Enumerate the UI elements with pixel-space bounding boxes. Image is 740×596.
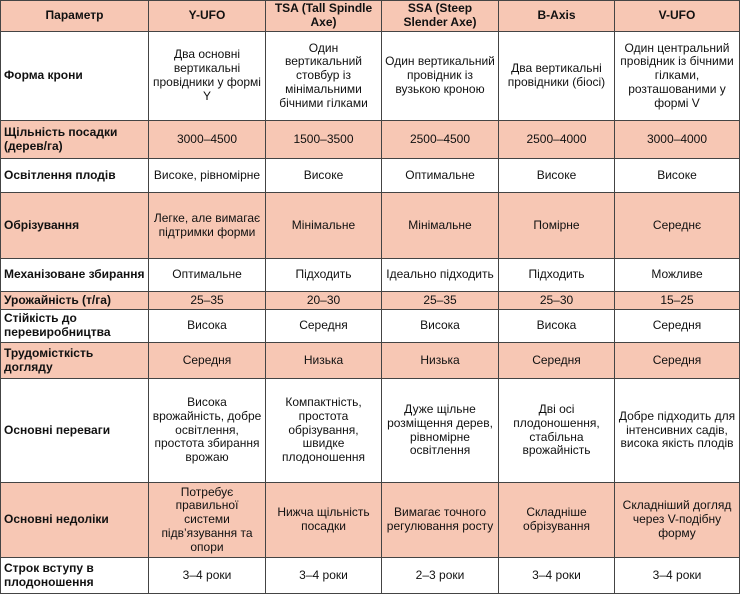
- table-row: [1, 259, 740, 292]
- table-cell: Складніший догляд через V-подібну форму: [615, 483, 740, 558]
- table-cell: Мінімальне: [266, 193, 382, 259]
- row-label: Обрізування: [1, 193, 149, 259]
- row-label: Механізоване збирання: [1, 259, 149, 292]
- row-label: Строк вступу в плодоношення: [1, 558, 149, 594]
- table-cell: 3000–4500: [149, 121, 266, 159]
- table-cell: Низька: [382, 343, 499, 379]
- table-cell: Дві осі плодоношення, стабільна врожайність: [499, 379, 615, 483]
- table-cell: 3000–4000: [615, 121, 740, 159]
- row-label: Освітлення плодів: [1, 159, 149, 193]
- table-cell: Високе: [266, 159, 382, 193]
- table-row: [1, 483, 740, 558]
- table-cell: Один вертикальний провідник із вузькою кроною: [382, 32, 499, 121]
- row-label: Стійкість до перевиробництва: [1, 310, 149, 343]
- table-row: [1, 558, 740, 594]
- table-row: [1, 292, 740, 310]
- table-cell: Низька: [266, 343, 382, 379]
- table-cell: 3–4 роки: [149, 558, 266, 594]
- table-cell: Складніше обрізування: [499, 483, 615, 558]
- table-row: [1, 32, 740, 121]
- header-cell-b-axis: B-Axis: [499, 1, 615, 32]
- table-cell: Підходить: [499, 259, 615, 292]
- header-cell-y-ufo: Y-UFO: [149, 1, 266, 32]
- table-cell: Середня: [149, 343, 266, 379]
- row-label: Трудомісткість догляду: [1, 343, 149, 379]
- table-cell: Ідеально підходить: [382, 259, 499, 292]
- table-row: [1, 310, 740, 343]
- table-cell: Високе, рівномірне: [149, 159, 266, 193]
- table-cell: Високе: [615, 159, 740, 193]
- table-cell: 3–4 роки: [615, 558, 740, 594]
- table-cell: Два вертикальні провідники (біосі): [499, 32, 615, 121]
- header-cell-parameter: Параметр: [1, 1, 149, 32]
- table-cell: Середня: [266, 310, 382, 343]
- header-cell-ssa: SSA (Steep Slender Axe): [382, 1, 499, 32]
- table-cell: 2500–4000: [499, 121, 615, 159]
- table-cell: Середня: [615, 343, 740, 379]
- table-cell: Вимагає точного регулювання росту: [382, 483, 499, 558]
- table-cell: 3–4 роки: [266, 558, 382, 594]
- table-cell: 20–30: [266, 292, 382, 310]
- row-label: Основні переваги: [1, 379, 149, 483]
- table-cell: 25–30: [499, 292, 615, 310]
- row-label: Основні недоліки: [1, 483, 149, 558]
- table-cell: 2500–4500: [382, 121, 499, 159]
- table-cell: Нижча щільність посадки: [266, 483, 382, 558]
- table-cell: Потребує правильної системи підв’язування та опори: [149, 483, 266, 558]
- table-cell: Висока: [149, 310, 266, 343]
- table-row: [1, 379, 740, 483]
- table-cell: Високе: [499, 159, 615, 193]
- table-cell: 25–35: [149, 292, 266, 310]
- table-row: [1, 159, 740, 193]
- table-cell: Дуже щільне розміщення дерев, рівномірне освітлення: [382, 379, 499, 483]
- table-row: [1, 343, 740, 379]
- table-cell: 2–3 роки: [382, 558, 499, 594]
- table-cell: Мінімальне: [382, 193, 499, 259]
- table-cell: Середня: [499, 343, 615, 379]
- table-cell: Один центральний провідник із бічними гілками, розташованими у формі V: [615, 32, 740, 121]
- table-cell: 15–25: [615, 292, 740, 310]
- table-cell: Середня: [615, 310, 740, 343]
- header-cell-v-ufo: V-UFO: [615, 1, 740, 32]
- table-cell: Оптимальне: [382, 159, 499, 193]
- table-cell: Висока врожайність, добре освітлення, простота збирання врожаю: [149, 379, 266, 483]
- header-row: [1, 1, 740, 32]
- row-label: Урожайність (т/га): [1, 292, 149, 310]
- table-cell: 25–35: [382, 292, 499, 310]
- table-cell: 1500–3500: [266, 121, 382, 159]
- table-cell: Два основні вертикальні провідники у формі Y: [149, 32, 266, 121]
- table-cell: Компактність, простота обрізування, швидке плодоношення: [266, 379, 382, 483]
- table-cell: 3–4 роки: [499, 558, 615, 594]
- table-row: [1, 193, 740, 259]
- table-cell: Можливе: [615, 259, 740, 292]
- table-row: [1, 121, 740, 159]
- table-cell: Висока: [499, 310, 615, 343]
- table-cell: Помірне: [499, 193, 615, 259]
- table-cell: Один вертикальний стовбур із мінімальними бічними гілками: [266, 32, 382, 121]
- table-cell: Висока: [382, 310, 499, 343]
- row-label: Щільність посадки (дерев/га): [1, 121, 149, 159]
- row-label: Форма крони: [1, 32, 149, 121]
- table-cell: Підходить: [266, 259, 382, 292]
- table-cell: Легке, але вимагає підтримки форми: [149, 193, 266, 259]
- table-cell: Оптимальне: [149, 259, 266, 292]
- table-cell: Добре підходить для інтенсивних садів, висока якість плодів: [615, 379, 740, 483]
- table-cell: Середнє: [615, 193, 740, 259]
- header-cell-tsa: TSA (Tall Spindle Axe): [266, 1, 382, 32]
